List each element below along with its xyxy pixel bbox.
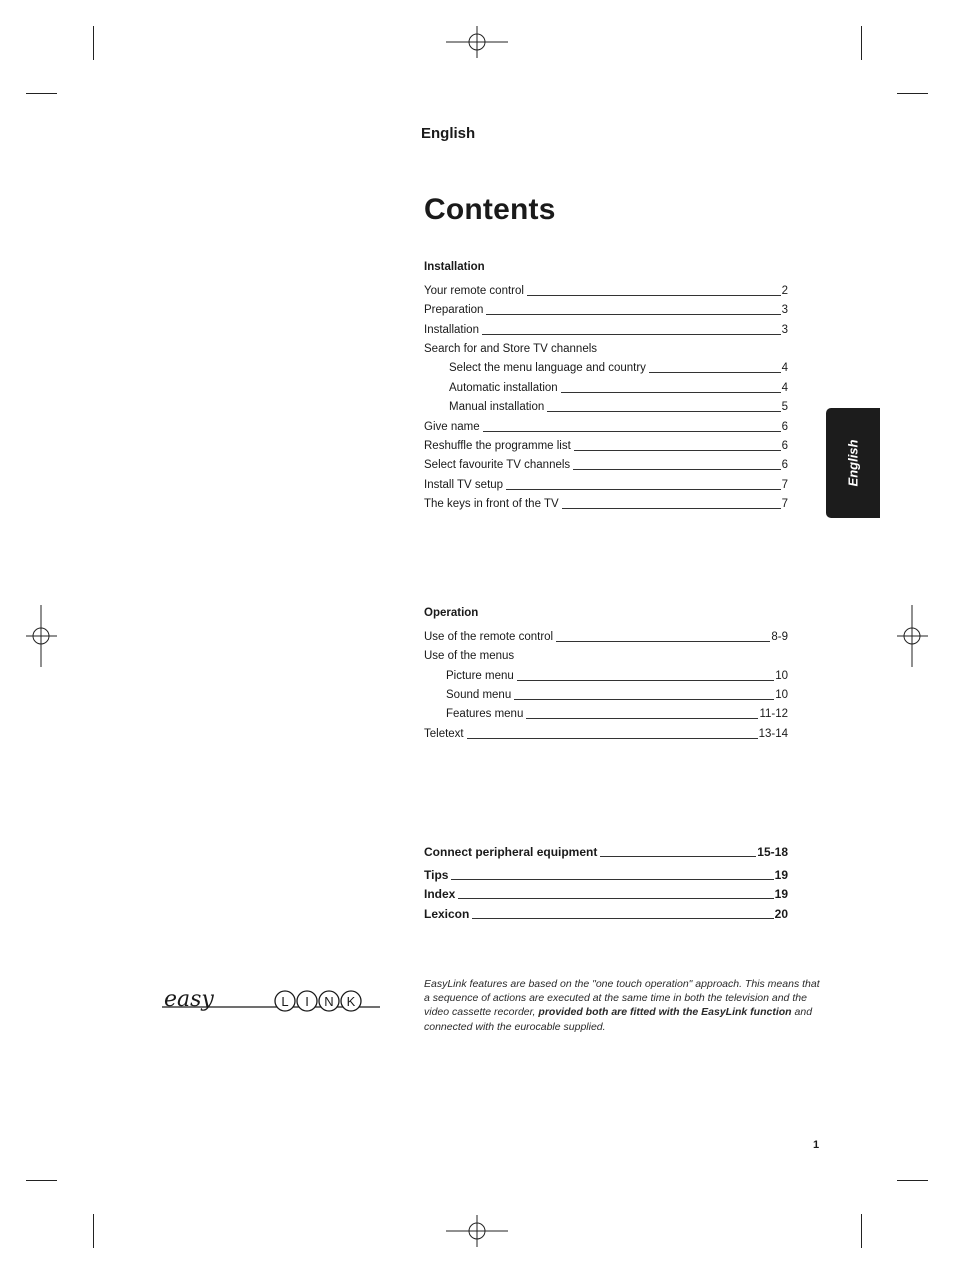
- toc-entry[interactable]: Select favourite TV channels 6: [424, 459, 788, 471]
- toc-entry[interactable]: Picture menu 10: [446, 670, 788, 682]
- easylink-logo-script: easy: [164, 987, 214, 1012]
- toc-entry[interactable]: Preparation 3: [424, 304, 788, 316]
- toc-subheading: Use of the menus: [424, 650, 515, 662]
- toc-entry[interactable]: Teletext 13-14: [424, 728, 788, 740]
- toc-entry[interactable]: Index 19: [424, 887, 788, 901]
- section-heading-installation: Installation: [424, 261, 485, 273]
- toc-entry[interactable]: Sound menu 10: [446, 689, 788, 701]
- page-number: 1: [813, 1139, 820, 1151]
- language-header: English: [421, 125, 476, 142]
- easylink-logo-letter: K: [346, 994, 356, 1009]
- easylink-logo: [160, 986, 385, 1026]
- easylink-note: EasyLink features are based on the "one touch operation" approach. This means that a sequence of actions are executed at the same time in both the television and the video cassette recorder, provided both are fitted with the EasyLink function and connected with the eurocable supplied.: [424, 978, 820, 1033]
- toc-entry[interactable]: Give name 6: [424, 421, 788, 433]
- toc-entry[interactable]: The keys in front of the TV 7: [424, 498, 788, 510]
- language-side-tab: [826, 408, 880, 518]
- toc-entry[interactable]: Reshuffle the programme list 6: [424, 440, 788, 452]
- toc-entry[interactable]: Features menu 11-12: [446, 708, 788, 720]
- toc-entry[interactable]: Your remote control 2: [424, 285, 788, 297]
- easylink-logo-letter: I: [305, 994, 309, 1009]
- toc-entry[interactable]: Select the menu language and country 4: [449, 362, 788, 374]
- toc-entry[interactable]: Installation 3: [424, 324, 788, 336]
- toc-entry[interactable]: Automatic installation 4: [449, 382, 788, 394]
- toc-entry[interactable]: Install TV setup 7: [424, 479, 788, 491]
- toc-entry[interactable]: Connect peripheral equipment 15-18: [424, 845, 788, 859]
- toc-subheading: Search for and Store TV channels: [424, 343, 598, 355]
- easylink-logo-letter: L: [281, 994, 289, 1009]
- toc-entry[interactable]: Lexicon 20: [424, 907, 788, 921]
- section-heading-operation: Operation: [424, 607, 479, 619]
- easylink-logo-letter: N: [324, 994, 334, 1009]
- side-tab-label: English: [845, 439, 861, 487]
- page-title: Contents: [424, 193, 556, 226]
- toc-entry[interactable]: Tips 19: [424, 868, 788, 882]
- toc-entry[interactable]: Use of the remote control 8-9: [424, 631, 788, 643]
- toc-entry[interactable]: Manual installation 5: [449, 401, 788, 413]
